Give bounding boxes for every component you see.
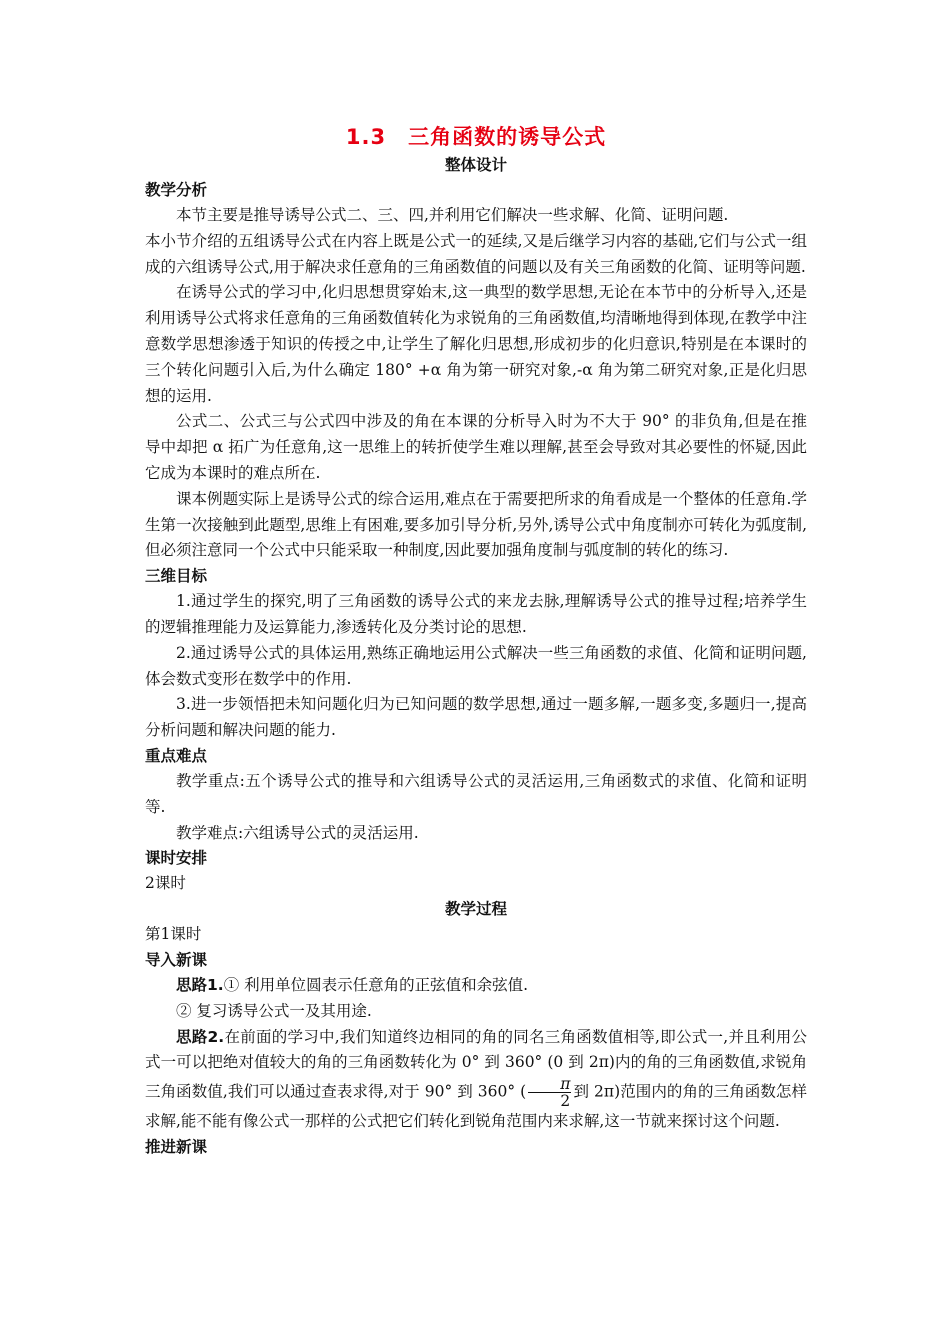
- idea-2-text-part-2: 到 2π)范围内的角的三角函数怎样求解,能不能有像公式一那样的公式把它们转化到锐角范围内来求解,这一节就来探讨这个问题.: [145, 1082, 807, 1131]
- idea-1-label: 思路1.: [176, 975, 224, 994]
- schedule-text: 2课时: [145, 874, 186, 893]
- heading-schedule: 课时安排: [145, 849, 208, 868]
- goal-item-1: 1.通过学生的探究,明了三角函数的诱导公式的来龙去脉,理解诱导公式的推导过程;培养学生的逻辑推理能力及运算能力,渗透转化及分类讨论的思想.: [145, 592, 807, 636]
- goal-item-2: 2.通过诱导公式的具体运用,熟练正确地运用公式解决一些三角函数的求值、化简和证明问题,体会数式变形在数学中的作用.: [145, 643, 807, 688]
- idea-2-paragraph: [145, 1025, 807, 1135]
- analysis-paragraph-5: 课本例题实际上是诱导公式的综合运用,难点在于需要把所求的角看成是一个整体的任意角.学生第一次接触到此题型,思维上有困难,要多加引导分析,另外,诱导公式中角度制亦可转化为弧度制,但必须注意同一个公式中只能采取一种制度,因此要加强角度制与弧度制的转化的练习.: [145, 489, 807, 560]
- fraction-numerator: π: [528, 1076, 571, 1093]
- analysis-paragraph-2: 本小节介绍的五组诱导公式在内容上既是公式一的延续,又是后继学习内容的基础,它们与公式一组成的六组诱导公式,用于解决求任意角的三角函数值的问题以及有关三角函数的化简、证明等问题.: [145, 231, 807, 276]
- idea-1-line-a: [145, 973, 807, 999]
- document-content: [145, 122, 807, 1160]
- idea-2-text-part-1: 在前面的学习中,我们知道终边相同的角的同名三角函数值相等,即公式一,并且利用公式一可以把绝对值较大的角的三角函数转化为 0° 到 360° (0 到 2π)内的角的三角函数值,求锐角三角函数值,我们可以通过查表求得,对于 90° 到 360° (: [145, 1027, 807, 1101]
- analysis-paragraph-3: 在诱导公式的学习中,化归思想贯穿始末,这一典型的数学思想,无论在本节中的分析导入,还是利用诱导公式将求任意角的三角函数值转化为求锐角的三角函数值,均清晰地得到体现,在教学中注意数学思想渗透于知识的传授之中,让学生了解化归思想,形成初步的化归意识,特别是在本课时的三个转化问题引入后,为什么确定 180° +α 角为第一研究对象,-α 角为第二研究对象,正是化归思想的运用.: [145, 283, 807, 405]
- fraction-denominator: 2: [560, 1092, 571, 1111]
- idea-1-line-b: ② 复习诱导公式一及其用途.: [176, 1001, 372, 1020]
- idea-1-text-a: ① 利用单位圆表示任意角的正弦值和余弦值.: [223, 975, 529, 994]
- key-point-focus: 教学重点:五个诱导公式的推导和六组诱导公式的灵活运用,三角函数式的求值、化简和证明等.: [145, 771, 807, 816]
- lesson-label: 第1课时: [145, 925, 202, 944]
- heading-advance: 推进新课: [145, 1137, 208, 1156]
- heading-key-points: 重点难点: [145, 746, 208, 765]
- document-title: 1.3 三角函数的诱导公式: [345, 125, 607, 149]
- heading-goals: 三维目标: [145, 567, 208, 586]
- heading-analysis: 教学分析: [145, 181, 208, 199]
- document-subtitle: 整体设计: [444, 156, 507, 174]
- goal-item-3: 3.进一步领悟把未知问题化归为已知问题的数学思想,通过一题多解,一题多变,多题归一,提高分析问题和解决问题的能力.: [145, 695, 807, 740]
- pi-over-2-fraction: [528, 1076, 571, 1109]
- analysis-paragraph-1: 本节主要是推导诱导公式二、三、四,并利用它们解决一些求解、化简、证明问题.: [176, 206, 729, 224]
- key-point-difficulty: 教学难点:六组诱导公式的灵活运用.: [176, 823, 419, 842]
- heading-intro: 导入新课: [145, 950, 208, 969]
- idea-2-label: 思路2.: [176, 1027, 225, 1046]
- analysis-paragraph-4: 公式二、公式三与公式四中涉及的角在本课的分析导入时为不大于 90° 的非负角,但是在推导中却把 α 拓广为任意角,这一思维上的转折使学生难以理解,甚至会导致对其必要性的怀疑,因此它成为本课时的难点所在.: [145, 412, 807, 482]
- heading-process: 教学过程: [444, 900, 507, 919]
